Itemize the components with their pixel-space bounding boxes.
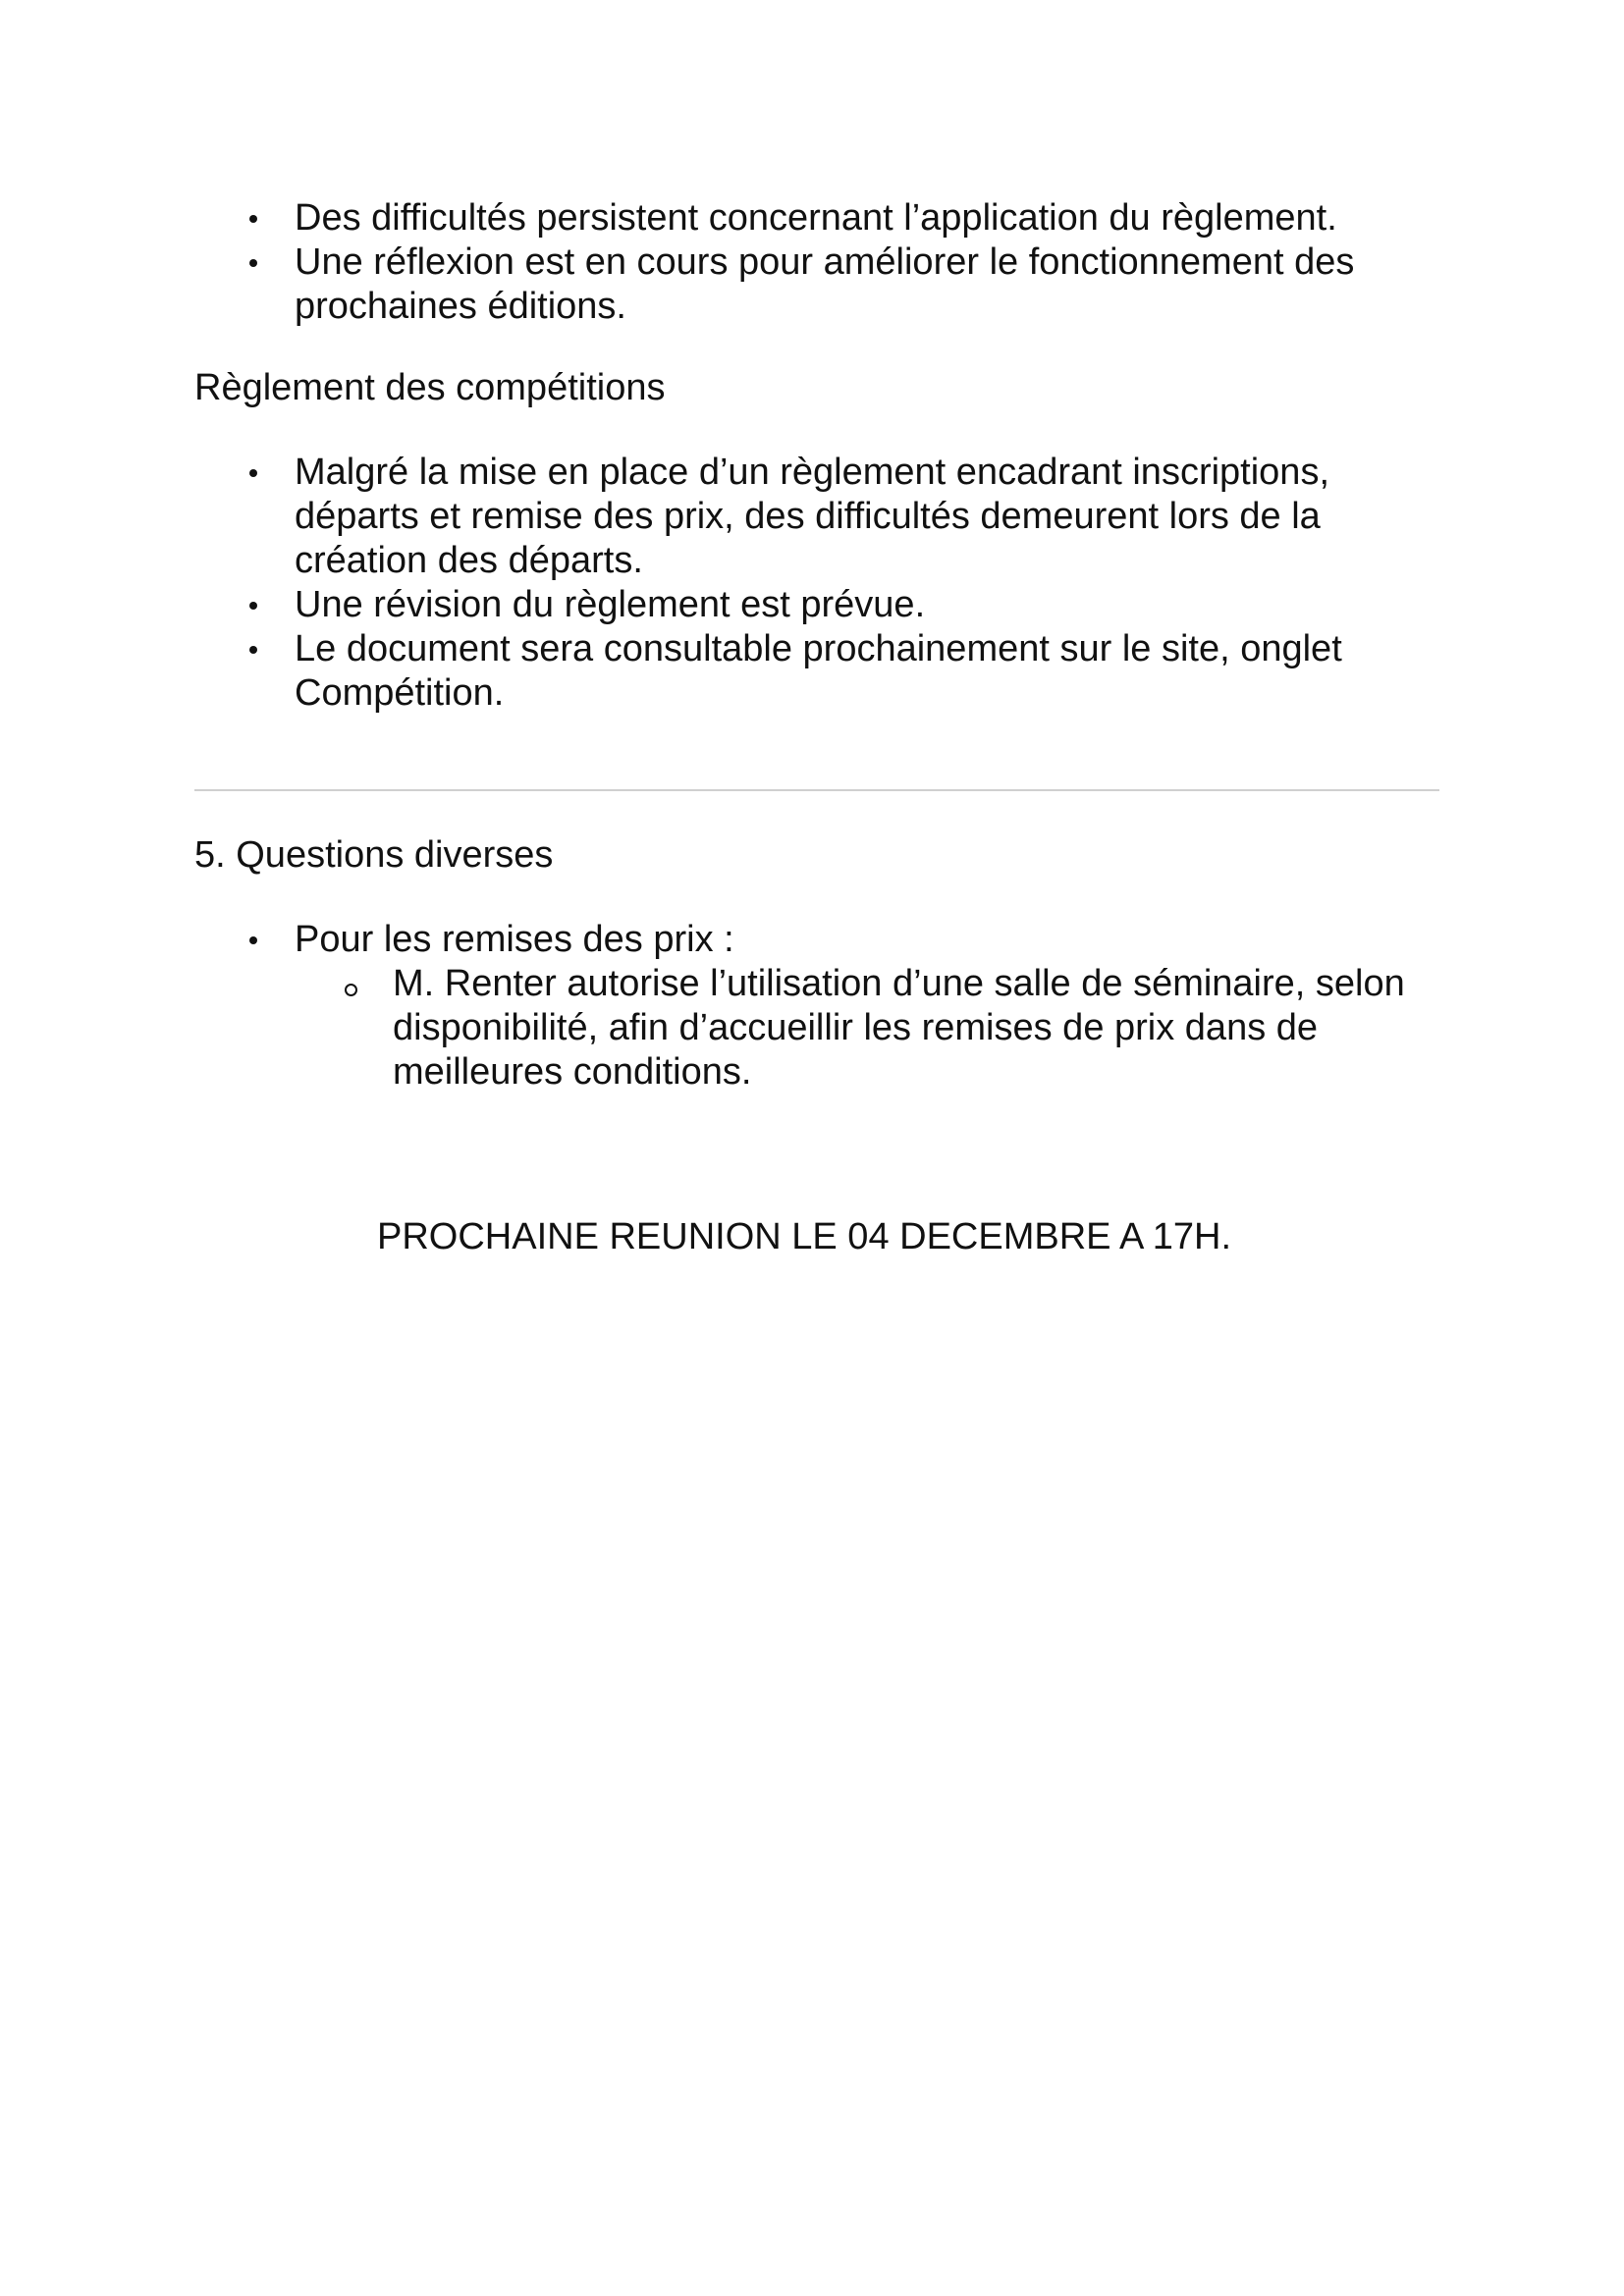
bullet-marker [249,918,257,944]
list-item-text: prochaines éditions. [295,286,626,327]
section-heading-reglement: Règlement des compétitions [194,367,666,408]
list-item-text: Des difficultés persistent concernant l’application du règlement. [295,197,1337,239]
horizontal-divider [194,789,1439,791]
sub-list-item-text: meilleures conditions. [393,1051,752,1093]
sub-list-item-text: M. Renter autorise l’utilisation d’une salle de séminaire, selon [393,963,1405,1004]
list-item-text: départs et remise des prix, des difficultés demeurent lors de la [295,496,1321,537]
sub-bullet-marker [345,962,357,996]
bullet-marker [249,451,257,477]
bullet-marker [249,196,257,223]
list-item-text: Le document sera consultable prochainement sur le site, onglet [295,628,1342,669]
list-item-text: Pour les remises des prix : [295,919,734,960]
list-item-text: Malgré la mise en place d’un règlement encadrant inscriptions, [295,452,1329,493]
list-item-text: Compétition. [295,672,505,714]
list-item-text: Une révision du règlement est prévue. [295,584,926,625]
bullet-marker [249,240,257,267]
bullet-marker [249,627,257,654]
next-meeting-notice: PROCHAINE REUNION LE 04 DECEMBRE A 17H. [377,1216,1232,1257]
bullet-marker [249,583,257,610]
section-heading-questions: 5. Questions diverses [194,834,554,876]
sub-list-item-text: disponibilité, afin d’accueillir les remises de prix dans de [393,1007,1319,1048]
list-item-text: création des départs. [295,540,643,581]
list-item-text: Une réflexion est en cours pour améliorer le fonctionnement des [295,241,1355,283]
